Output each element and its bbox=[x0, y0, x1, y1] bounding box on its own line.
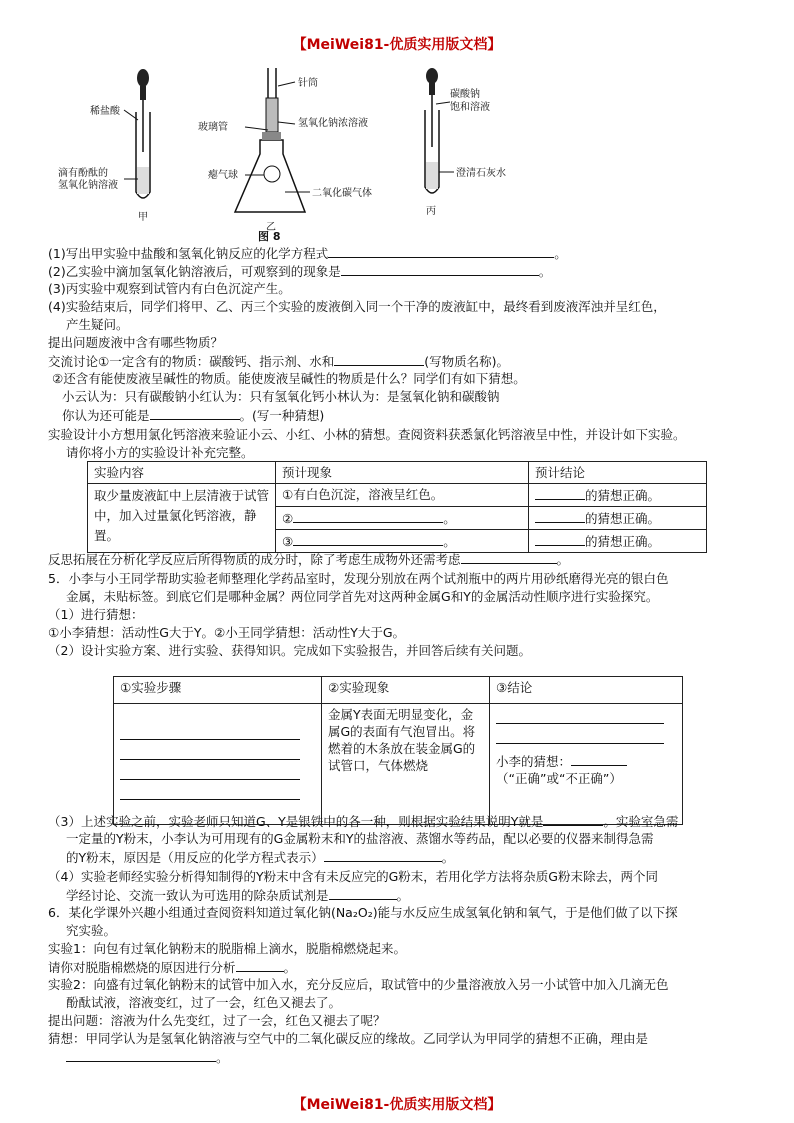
jia-apparatus bbox=[124, 69, 150, 198]
s6-line1: 6．某化学课外兴趣小组通过查阅资料知道过氧化钠(Na₂O₂)能与水反应生成氢氧化钠和氧气，于是他们做了以下探 bbox=[48, 905, 678, 920]
answer-blank[interactable] bbox=[535, 532, 585, 546]
your-guess: 你认为还可能是 。(写一种猜想) bbox=[62, 408, 325, 423]
answer-blank[interactable] bbox=[535, 486, 585, 500]
label-na2co3-1: 碳酸钠 bbox=[450, 89, 480, 100]
answer-blank[interactable] bbox=[496, 710, 664, 724]
page-header: 【MeiWei81-优质实用版文档】 bbox=[292, 37, 502, 53]
pose-question: 提出问题废液中含有哪些物质？ bbox=[48, 335, 224, 350]
experiment-content: 取少量废液缸中上层清液于试管中，加入过量氯化钙溶液，静置。 bbox=[88, 484, 276, 553]
reflection: 反思拓展在分析化学反应后所得物质的成分时，除了考虑生成物外还需考虑 。 bbox=[48, 552, 570, 567]
label-syringe: 针筒 bbox=[298, 78, 318, 89]
header-cell: 预计结论 bbox=[529, 462, 707, 484]
s6-analysis: 请你对脱脂棉燃烧的原因进行分析 。 bbox=[48, 960, 297, 975]
answer-blank[interactable] bbox=[329, 886, 397, 900]
q2: (2)乙实验中滴加氢氧化钠溶液后，可观察到的现象是 。 bbox=[48, 264, 552, 279]
figure-caption: 图 8 bbox=[258, 230, 281, 242]
discussion-1: 交流讨论①一定含有的物质：碳酸钙、指示剂、水和 (写物质名称)。 bbox=[48, 354, 509, 369]
label-naoh-conc: 氢氧化钠浓溶液 bbox=[298, 118, 368, 129]
table-header-row bbox=[88, 462, 707, 484]
answer-blank[interactable] bbox=[461, 550, 557, 564]
header-cell: ①实验步骤 bbox=[114, 677, 322, 704]
answer-blank[interactable] bbox=[328, 244, 554, 258]
phenomenon-cell: ③ 。 bbox=[276, 530, 529, 553]
answer-blank[interactable] bbox=[341, 262, 539, 276]
answer-blank[interactable] bbox=[120, 746, 300, 760]
s6-line2: 究实验。 bbox=[66, 923, 117, 938]
header-cell: ②实验现象 bbox=[322, 677, 490, 704]
s5-q3-line2: 一定量的Y粉末，小李认为可用现有的G金属粉末和Y的盐溶液、蒸馏水等药品，配以必要的仪器来制得急需 bbox=[66, 831, 654, 846]
s6-question: 提出问题：溶液为什么先变红，过了一会，红色又褪去了呢？ bbox=[48, 1013, 386, 1028]
s6-exp2-line2: 酚酞试液，溶液变红，过了一会，红色又褪去了。 bbox=[66, 995, 342, 1010]
answer-blank[interactable] bbox=[535, 509, 585, 523]
label-co2: 二氧化碳气体 bbox=[312, 188, 372, 199]
answer-blank[interactable] bbox=[120, 726, 300, 740]
header-cell: 实验内容 bbox=[88, 462, 276, 484]
q1: (1)写出甲实验中盐酸和氢氧化钠反应的化学方程式 。 bbox=[48, 246, 567, 261]
conclusion-cell: 的猜想正确。 bbox=[529, 530, 707, 553]
apparatus-figure bbox=[40, 62, 580, 242]
s5-q4-line2: 学经讨论、交流一致认为可选用的除杂质试剂是 。 bbox=[66, 888, 410, 903]
s5-step1: （1）进行猜想： bbox=[48, 607, 144, 622]
answer-blank[interactable] bbox=[334, 352, 424, 366]
answer-blank[interactable] bbox=[571, 752, 627, 766]
label-limewater: 澄清石灰水 bbox=[456, 168, 506, 179]
page-footer: 【MeiWei81-优质实用版文档】 bbox=[292, 1097, 502, 1113]
header-cell: 预计现象 bbox=[276, 462, 529, 484]
table-row bbox=[114, 704, 683, 825]
label-jia: 甲 bbox=[138, 212, 148, 223]
experiment-table-1 bbox=[87, 461, 707, 553]
bing-apparatus bbox=[425, 68, 454, 193]
answer-blank[interactable] bbox=[293, 532, 443, 546]
s5-q3: （3）上述实验之前，实验老师只知道G、Y是银铁中的各一种，则根据实验结果说明Y就是 。实验室急需 bbox=[48, 814, 679, 829]
q3: (3)丙实验中观察到试管内有白色沉淀产生。 bbox=[48, 281, 291, 296]
experiment-table-2 bbox=[113, 676, 683, 825]
phenomenon-cell: ② 。 bbox=[276, 507, 529, 530]
phenomenon-cell: 金属Y表面无明显变化，金属G的表面有气泡冒出。将燃着的木条放在装金属G的试管口，气体燃烧 bbox=[322, 704, 490, 825]
conclusion-cell: 的猜想正确。 bbox=[529, 484, 707, 507]
label-bing: 丙 bbox=[426, 206, 436, 217]
table-header-row bbox=[114, 677, 683, 704]
label-balloon: 瘪气球 bbox=[208, 170, 238, 181]
answer-blank[interactable] bbox=[324, 848, 442, 862]
conclusion-cell: 的猜想正确。 bbox=[529, 507, 707, 530]
steps-cell bbox=[114, 704, 322, 825]
s6-exp2: 实验2：向盛有过氧化钠粉末的试管中加入水，充分反应后，取试管中的少量溶液放入另一小试管中加入几滴无色 bbox=[48, 977, 669, 992]
guesses: 小云认为：只有碳酸钠小红认为：只有氢氧化钙小林认为：是氢氧化钠和碳酸钠 bbox=[62, 389, 500, 404]
table-row bbox=[88, 484, 707, 507]
s6-exp1: 实验1：向包有过氧化钠粉末的脱脂棉上滴水，脱脂棉燃烧起来。 bbox=[48, 941, 406, 956]
label-glass-tube: 玻璃管 bbox=[198, 122, 228, 133]
s5-step2: （2）设计实验方案、进行实验、获得知识。完成如下实验报告，并回答后续有关问题。 bbox=[48, 643, 531, 658]
conclusion-cell: 小李的猜想： （“正确”或“不正确”） bbox=[490, 704, 683, 825]
s5-line1: 5．小李与小王同学帮助实验老师整理化学药品室时，发现分别放在两个试剂瓶中的两片用砂纸磨得光亮的银白色 bbox=[48, 571, 669, 586]
answer-blank[interactable] bbox=[543, 812, 603, 826]
discussion-2: ②还含有能使废液呈碱性的物质。能使废液呈碱性的物质是什么？同学们有如下猜想。 bbox=[52, 371, 526, 386]
phenomenon-cell: ①有白色沉淀，溶液呈红色。 bbox=[276, 484, 529, 507]
answer-blank[interactable] bbox=[120, 786, 300, 800]
s5-q3-line3: 的Y粉末，原因是（用反应的化学方程式表示） 。 bbox=[66, 850, 455, 865]
label-yi: 乙 bbox=[266, 222, 276, 233]
s6-guess: 猜想：甲同学认为是氢氧化钠溶液与空气中的二氧化碳反应的缘故。乙同学认为甲同学的猜想不正确，理由是 bbox=[48, 1031, 649, 1046]
s6-guess-line2: 。 bbox=[66, 1048, 229, 1066]
design-1: 实验设计小方想用氯化钙溶液来验证小云、小红、小林的猜想。查阅资料获悉氯化钙溶液呈中性，并设计如下实验。 bbox=[48, 427, 686, 442]
label-phenol-naoh-2: 氢氧化钠溶液 bbox=[58, 180, 118, 191]
s5-line2: 金属，未贴标签。到底它们是哪种金属？两位同学首先对这两种金属G和Y的金属活动性顺序进行实验探究。 bbox=[66, 589, 659, 604]
answer-blank[interactable] bbox=[496, 730, 664, 744]
label-na2co3-2: 饱和溶液 bbox=[450, 102, 490, 113]
answer-blank[interactable] bbox=[66, 1048, 216, 1062]
q4-line1: (4)实验结束后，同学们将甲、乙、丙三个实验的废液倒入同一个干净的废液缸中，最终看到废液浑浊并呈红色， bbox=[48, 299, 666, 314]
design-2: 请你将小方的实验设计补充完整。 bbox=[66, 445, 254, 460]
label-phenol-naoh-1: 滴有酚酞的 bbox=[58, 168, 108, 179]
yi-apparatus bbox=[235, 68, 310, 212]
answer-blank[interactable] bbox=[293, 509, 443, 523]
s5-q4: （4）实验老师经实验分析得知制得的Y粉末中含有未反应完的G粉末，若用化学方法将杂质G粉末除去，两个同 bbox=[48, 869, 658, 884]
header-cell: ③结论 bbox=[490, 677, 683, 704]
q4-line2: 产生疑问。 bbox=[66, 317, 129, 332]
answer-blank[interactable] bbox=[236, 958, 284, 972]
label-dilute-hcl: 稀盐酸 bbox=[90, 106, 120, 117]
answer-blank[interactable] bbox=[120, 766, 300, 780]
answer-blank[interactable] bbox=[150, 406, 240, 420]
s5-guesses: ①小李猜想：活动性G大于Y。②小王同学猜想：活动性Y大于G。 bbox=[48, 625, 406, 640]
